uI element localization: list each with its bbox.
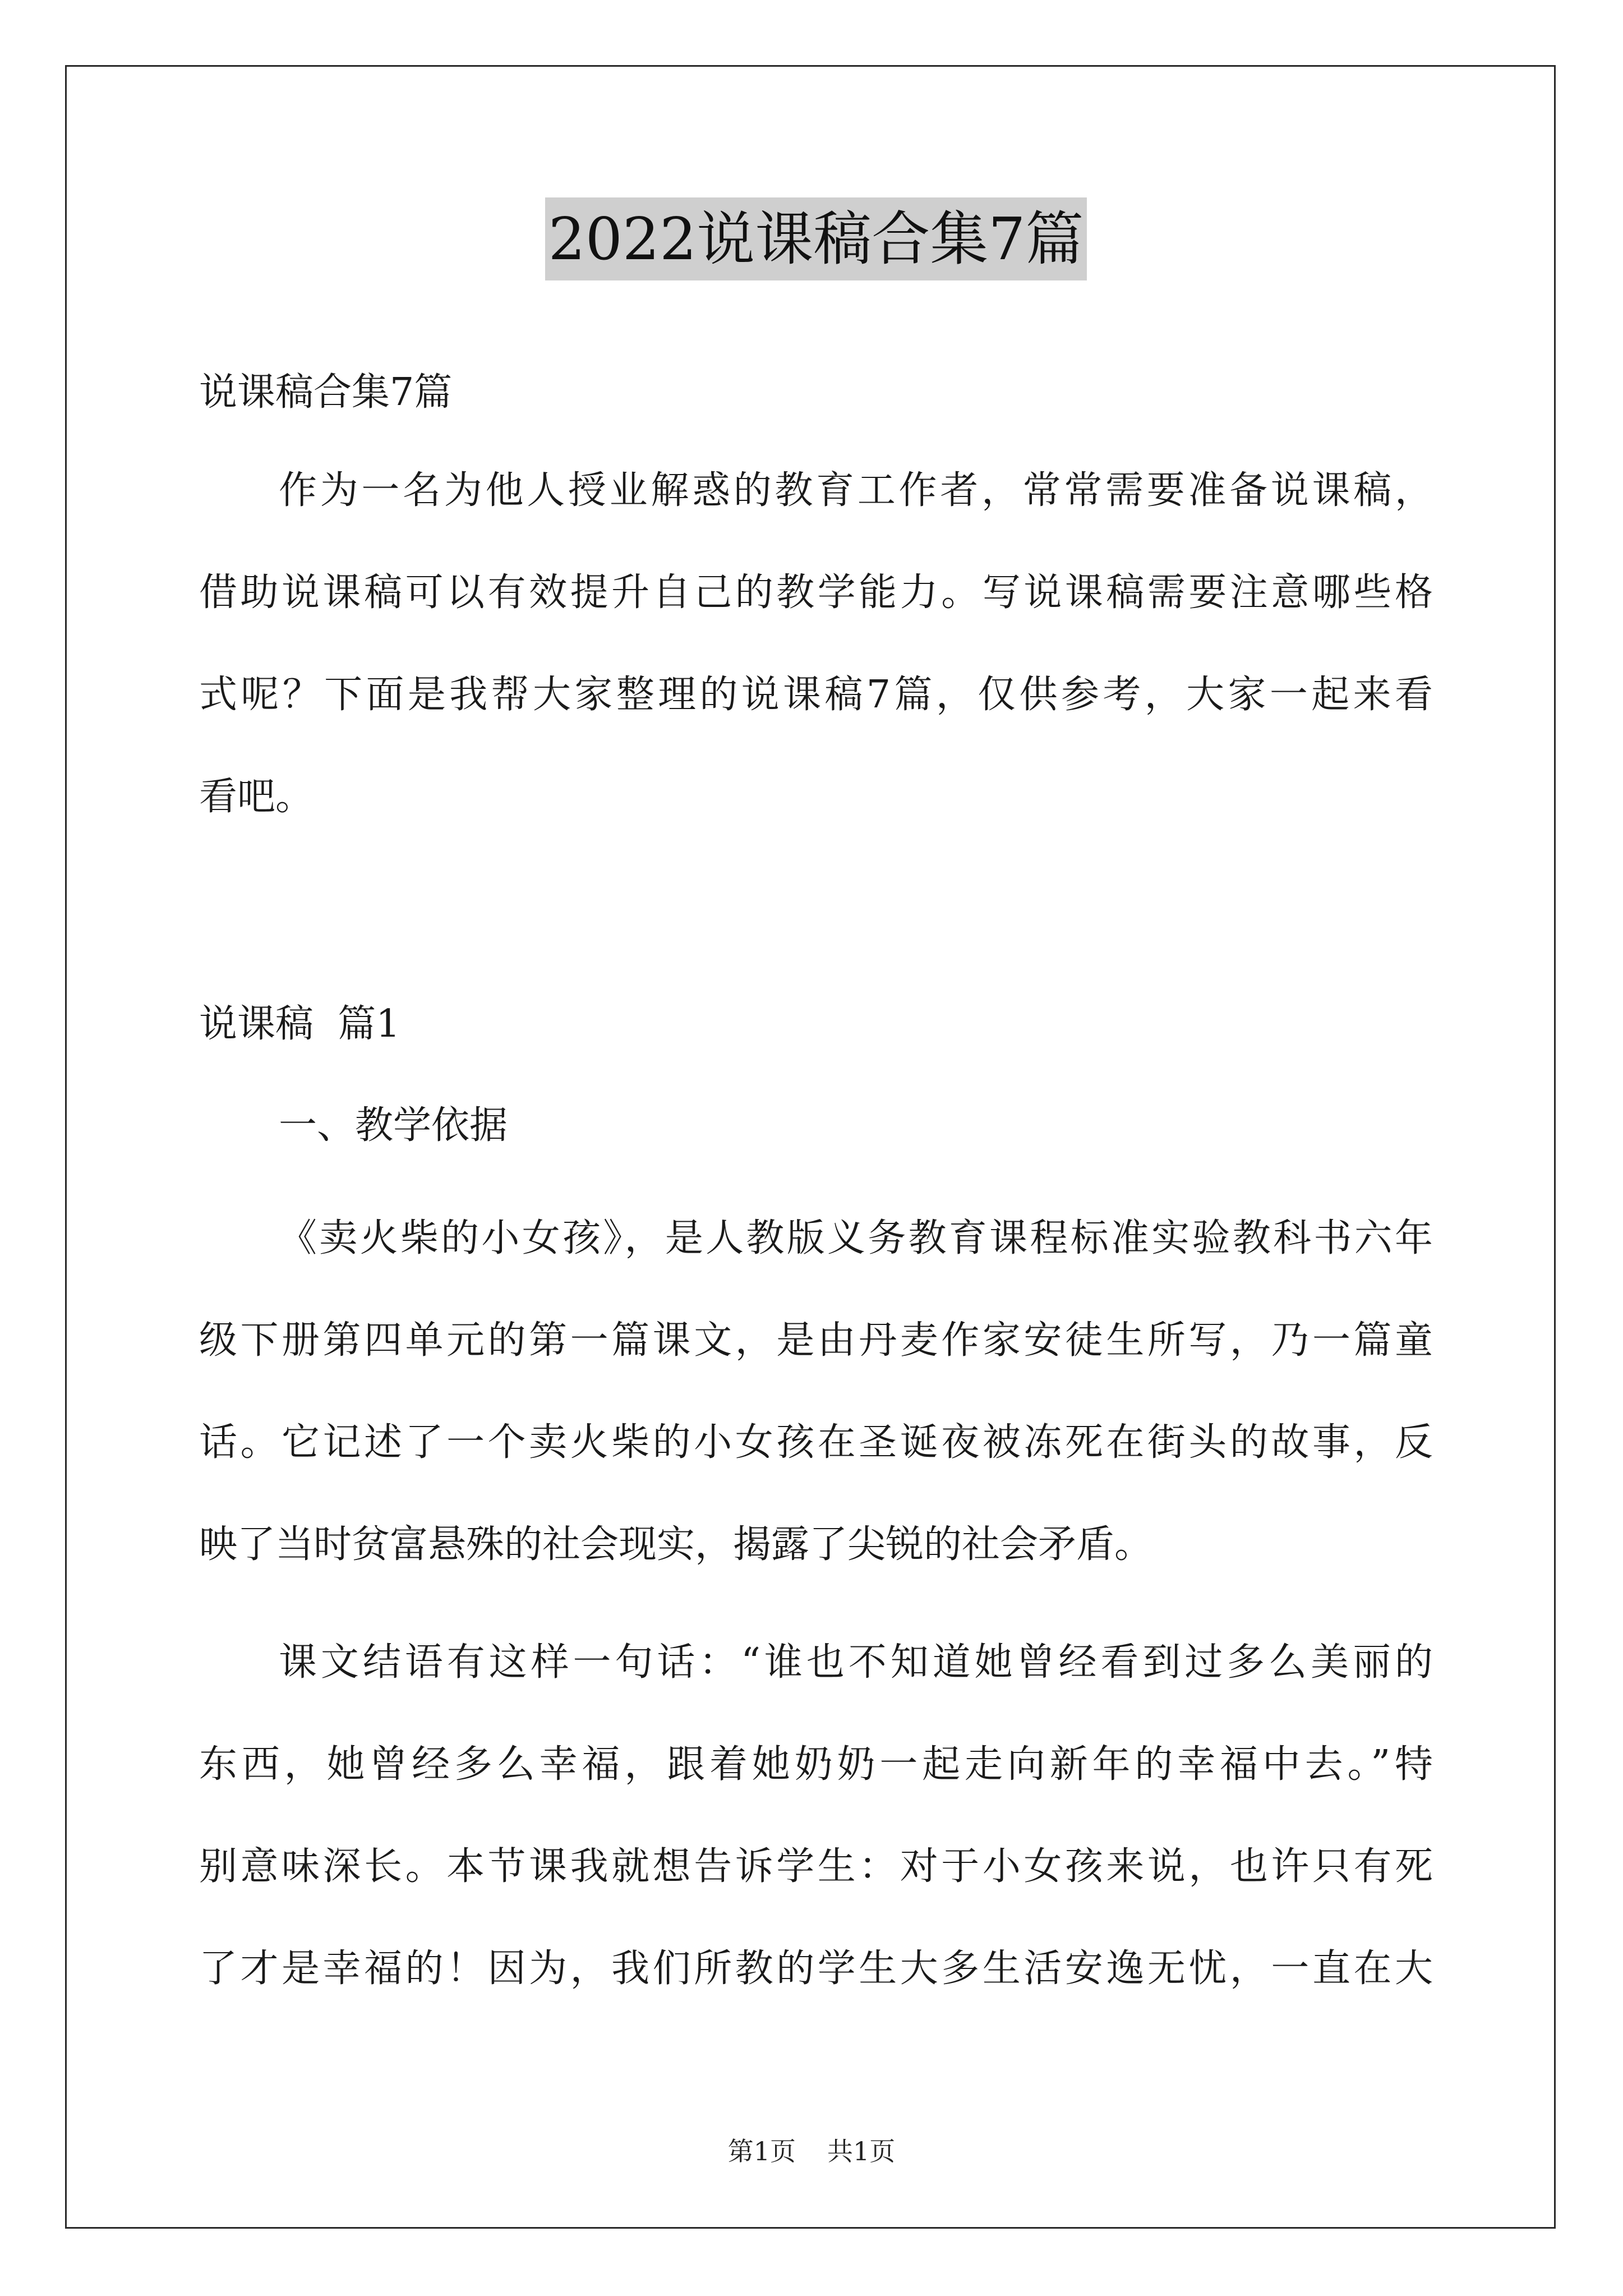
- paragraph-line: 《卖火柴的小女孩》，是人教版义务教育课程标准实验教科书六年: [279, 1216, 1433, 1260]
- paragraph-line: 话。它记述了一个卖火柴的小女孩在圣诞夜被冻死在街头的故事，反: [199, 1420, 1433, 1465]
- paragraph-line: 别意味深长。本节课我就想告诉学生：对于小女孩来说，也许只有死: [199, 1844, 1433, 1889]
- page-number-total: 共1页: [827, 2136, 896, 2166]
- page-number-current: 第1页: [727, 2136, 796, 2166]
- paragraph-line: 级下册第四单元的第一篇课文，是由丹麦作家安徒生所写，乃一篇童: [199, 1318, 1433, 1363]
- intro-line: 式呢？下面是我帮大家整理的说课稿7篇，仅供参考，大家一起来看: [199, 673, 1433, 717]
- intro-line: 借助说课稿可以有效提升自己的教学能力。写说课稿需要注意哪些格: [199, 570, 1433, 615]
- paragraph-line: 映了当时贫富悬殊的社会现实，揭露了尖锐的社会矛盾。: [199, 1522, 1153, 1567]
- page-footer: [0, 2134, 1623, 2168]
- paragraph-line: 课文结语有这样一句话：“谁也不知道她曾经看到过多么美丽的: [279, 1640, 1433, 1685]
- section-heading: 一、教学依据: [279, 1103, 508, 1148]
- section-title: 说课稿 篇1: [199, 1002, 400, 1046]
- document-subtitle: 说课稿合集7篇: [199, 370, 453, 415]
- intro-line: 作为一名为他人授业解惑的教育工作者，常常需要准备说课稿，: [279, 468, 1433, 513]
- paragraph-line: 东西，她曾经多么幸福，跟着她奶奶一起走向新年的幸福中去。”特: [199, 1742, 1433, 1787]
- document-title: 2022说课稿合集7篇: [545, 197, 1087, 280]
- intro-line: 看吧。: [199, 775, 314, 819]
- paragraph-line: 了才是幸福的！因为，我们所教的学生大多生活安逸无忧，一直在大: [199, 1947, 1433, 1991]
- title-block: [199, 197, 1433, 280]
